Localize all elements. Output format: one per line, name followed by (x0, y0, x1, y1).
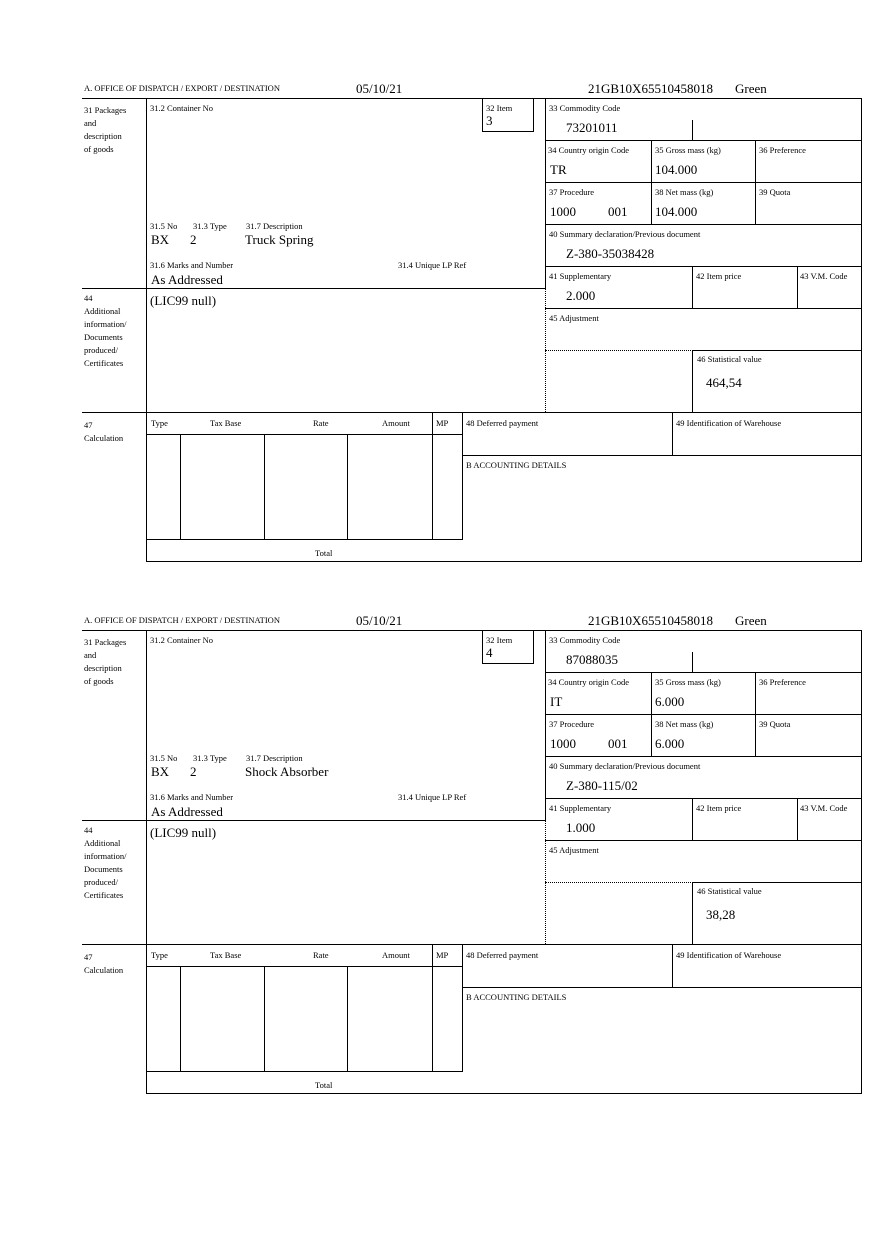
col-rate: Rate (313, 950, 329, 960)
packages-label: 31 Packages and description of goods (84, 637, 127, 686)
divider (462, 944, 463, 1072)
commodity-code: 87088035 (566, 652, 618, 667)
statistical-label: 46 Statistical value (697, 354, 762, 364)
quota-label: 39 Quota (759, 719, 791, 729)
no-label: 31.5 No (150, 753, 178, 763)
deferred-label: 48 Deferred payment (466, 950, 539, 960)
col-mp: MP (436, 950, 449, 960)
goods-description: Shock Absorber (245, 764, 329, 779)
calculation-label: 47 Calculation (84, 420, 124, 443)
route-status: Green (735, 81, 767, 96)
divider (545, 882, 693, 883)
divider (545, 98, 546, 288)
supplementary-value: 1.000 (566, 820, 596, 835)
item-label: 32 Item (486, 635, 513, 645)
divider (146, 1093, 862, 1094)
divider (692, 882, 693, 944)
marks-label: 31.6 Marks and Number (150, 792, 234, 802)
net-label: 38 Net mass (kg) (655, 719, 714, 729)
vm-label: 43 V.M. Code (800, 803, 848, 813)
divider (692, 350, 693, 412)
divider (797, 798, 798, 840)
col-taxbase: Tax Base (210, 950, 242, 960)
calculation-label: 47 Calculation (84, 952, 124, 975)
summary-document: Z-380-115/02 (566, 778, 638, 793)
description-label: 31.7 Description (246, 753, 303, 763)
divider (533, 630, 534, 663)
deferred-label: 48 Deferred payment (466, 418, 539, 428)
office-label: A. OFFICE OF DISPATCH / EXPORT / DESTINATION (84, 83, 280, 93)
commodity-label: 33 Commodity Code (549, 103, 621, 113)
procedure-subcode: 001 (608, 204, 628, 219)
container-label: 31.2 Container No (150, 103, 214, 113)
description-label: 31.7 Description (246, 221, 303, 231)
divider (545, 840, 862, 841)
divider (146, 630, 147, 1094)
divider (180, 966, 181, 1072)
additional-info: (LIC99 null) (150, 825, 217, 840)
marks-label: 31.6 Marks and Number (150, 260, 234, 270)
supplementary-label: 41 Supplementary (549, 803, 612, 813)
additional-info: (LIC99 null) (150, 293, 217, 308)
goods-description: Truck Spring (245, 232, 314, 247)
col-type: Type (151, 950, 168, 960)
net-mass: 104.000 (655, 204, 698, 219)
price-label: 42 Item price (696, 271, 742, 281)
divider (82, 98, 862, 99)
divider (692, 266, 693, 308)
type-label: 31.3 Type (193, 753, 227, 763)
marks-value: As Addressed (151, 272, 223, 287)
divider (545, 672, 862, 673)
divider (545, 182, 862, 183)
divider (82, 288, 546, 289)
country-label: 34 Country origin Code (548, 677, 629, 687)
divider (545, 714, 862, 715)
quota-label: 39 Quota (759, 187, 791, 197)
summary-document: Z-380-35038428 (566, 246, 655, 261)
divider (692, 798, 693, 840)
adjustment-label: 45 Adjustment (549, 845, 599, 855)
customs-form (0, 0, 882, 558)
packages-label: 31 Packages and description of goods (84, 105, 127, 154)
divider (545, 140, 862, 141)
divider (146, 966, 462, 967)
price-label: 42 Item price (696, 803, 742, 813)
net-mass: 6.000 (655, 736, 685, 751)
divider (545, 756, 862, 757)
divider (692, 882, 862, 883)
col-taxbase: Tax Base (210, 418, 242, 428)
divider (462, 412, 463, 540)
divider (82, 630, 862, 631)
divider (82, 820, 546, 821)
total-label: Total (315, 1080, 333, 1090)
procedure-code: 1000 (550, 204, 576, 219)
country-code: IT (550, 694, 563, 709)
commodity-label: 33 Commodity Code (549, 635, 621, 645)
marks-value: As Addressed (151, 804, 223, 819)
net-label: 38 Net mass (kg) (655, 187, 714, 197)
divider (180, 434, 181, 540)
divider (672, 944, 673, 988)
divider (482, 98, 483, 131)
office-label: A. OFFICE OF DISPATCH / EXPORT / DESTINATION (84, 615, 280, 625)
divider (146, 434, 462, 435)
preference-label: 36 Preference (759, 677, 806, 687)
divider (533, 98, 534, 131)
divider (545, 266, 862, 267)
divider (462, 455, 862, 456)
divider (146, 1071, 463, 1072)
item-number: 3 (486, 113, 493, 128)
item-number: 4 (486, 645, 493, 660)
type-label: 31.3 Type (193, 221, 227, 231)
divider (82, 944, 862, 945)
divider (347, 966, 348, 1072)
commodity-code: 73201011 (566, 120, 618, 135)
country-code: TR (550, 162, 567, 177)
summary-label: 40 Summary declaration/Previous document (549, 229, 701, 239)
divider (462, 987, 862, 988)
package-kind: BX (151, 764, 170, 779)
accounting-label: B ACCOUNTING DETAILS (466, 992, 567, 1002)
col-mp: MP (436, 418, 449, 428)
divider (861, 630, 862, 1094)
procedure-label: 37 Procedure (549, 719, 595, 729)
accounting-label: B ACCOUNTING DETAILS (466, 460, 567, 470)
warehouse-label: 49 Identification of Warehouse (676, 418, 782, 428)
reference-number: 21GB10X65510458018 (588, 613, 713, 628)
gross-label: 35 Gross mass (kg) (655, 145, 721, 155)
package-count: 2 (190, 764, 197, 779)
divider (545, 350, 693, 351)
preference-label: 36 Preference (759, 145, 806, 155)
gross-label: 35 Gross mass (kg) (655, 677, 721, 687)
total-label: Total (315, 548, 333, 558)
divider (347, 434, 348, 540)
form-date: 05/10/21 (356, 81, 403, 96)
divider (482, 131, 534, 132)
country-label: 34 Country origin Code (548, 145, 629, 155)
divider (545, 630, 546, 820)
divider (692, 350, 862, 351)
gross-mass: 6.000 (655, 694, 685, 709)
divider (797, 266, 798, 308)
procedure-label: 37 Procedure (549, 187, 595, 197)
col-rate: Rate (313, 418, 329, 428)
divider (264, 434, 265, 540)
adjustment-label: 45 Adjustment (549, 313, 599, 323)
procedure-subcode: 001 (608, 736, 628, 751)
unique-label: 31.4 Unique LP Ref (398, 792, 467, 802)
statistical-value: 38,28 (706, 907, 736, 922)
divider (545, 224, 862, 225)
divider (432, 412, 433, 540)
divider (482, 663, 534, 664)
divider (82, 412, 862, 413)
divider (861, 98, 862, 562)
statistical-label: 46 Statistical value (697, 886, 762, 896)
item-label: 32 Item (486, 103, 513, 113)
warehouse-label: 49 Identification of Warehouse (676, 950, 782, 960)
divider (692, 652, 693, 672)
divider (545, 798, 862, 799)
vm-label: 43 V.M. Code (800, 271, 848, 281)
container-label: 31.2 Container No (150, 635, 214, 645)
divider (545, 308, 862, 309)
route-status: Green (735, 613, 767, 628)
package-count: 2 (190, 232, 197, 247)
summary-label: 40 Summary declaration/Previous document (549, 761, 701, 771)
unique-label: 31.4 Unique LP Ref (398, 260, 467, 270)
no-label: 31.5 No (150, 221, 178, 231)
reference-number: 21GB10X65510458018 (588, 81, 713, 96)
customs-form (0, 532, 882, 1090)
procedure-code: 1000 (550, 736, 576, 751)
statistical-value: 464,54 (706, 375, 742, 390)
col-amount: Amount (382, 418, 410, 428)
col-type: Type (151, 418, 168, 428)
divider (264, 966, 265, 1072)
supplementary-label: 41 Supplementary (549, 271, 612, 281)
supplementary-value: 2.000 (566, 288, 596, 303)
form-date: 05/10/21 (356, 613, 403, 628)
divider (672, 412, 673, 456)
col-amount: Amount (382, 950, 410, 960)
divider (692, 120, 693, 140)
gross-mass: 104.000 (655, 162, 698, 177)
additional-label: 44 Additional information/ Documents produced/ Certificates (84, 293, 127, 368)
package-kind: BX (151, 232, 170, 247)
divider (482, 630, 483, 663)
divider (146, 98, 147, 562)
divider (432, 944, 433, 1072)
additional-label: 44 Additional information/ Documents produced/ Certificates (84, 825, 127, 900)
